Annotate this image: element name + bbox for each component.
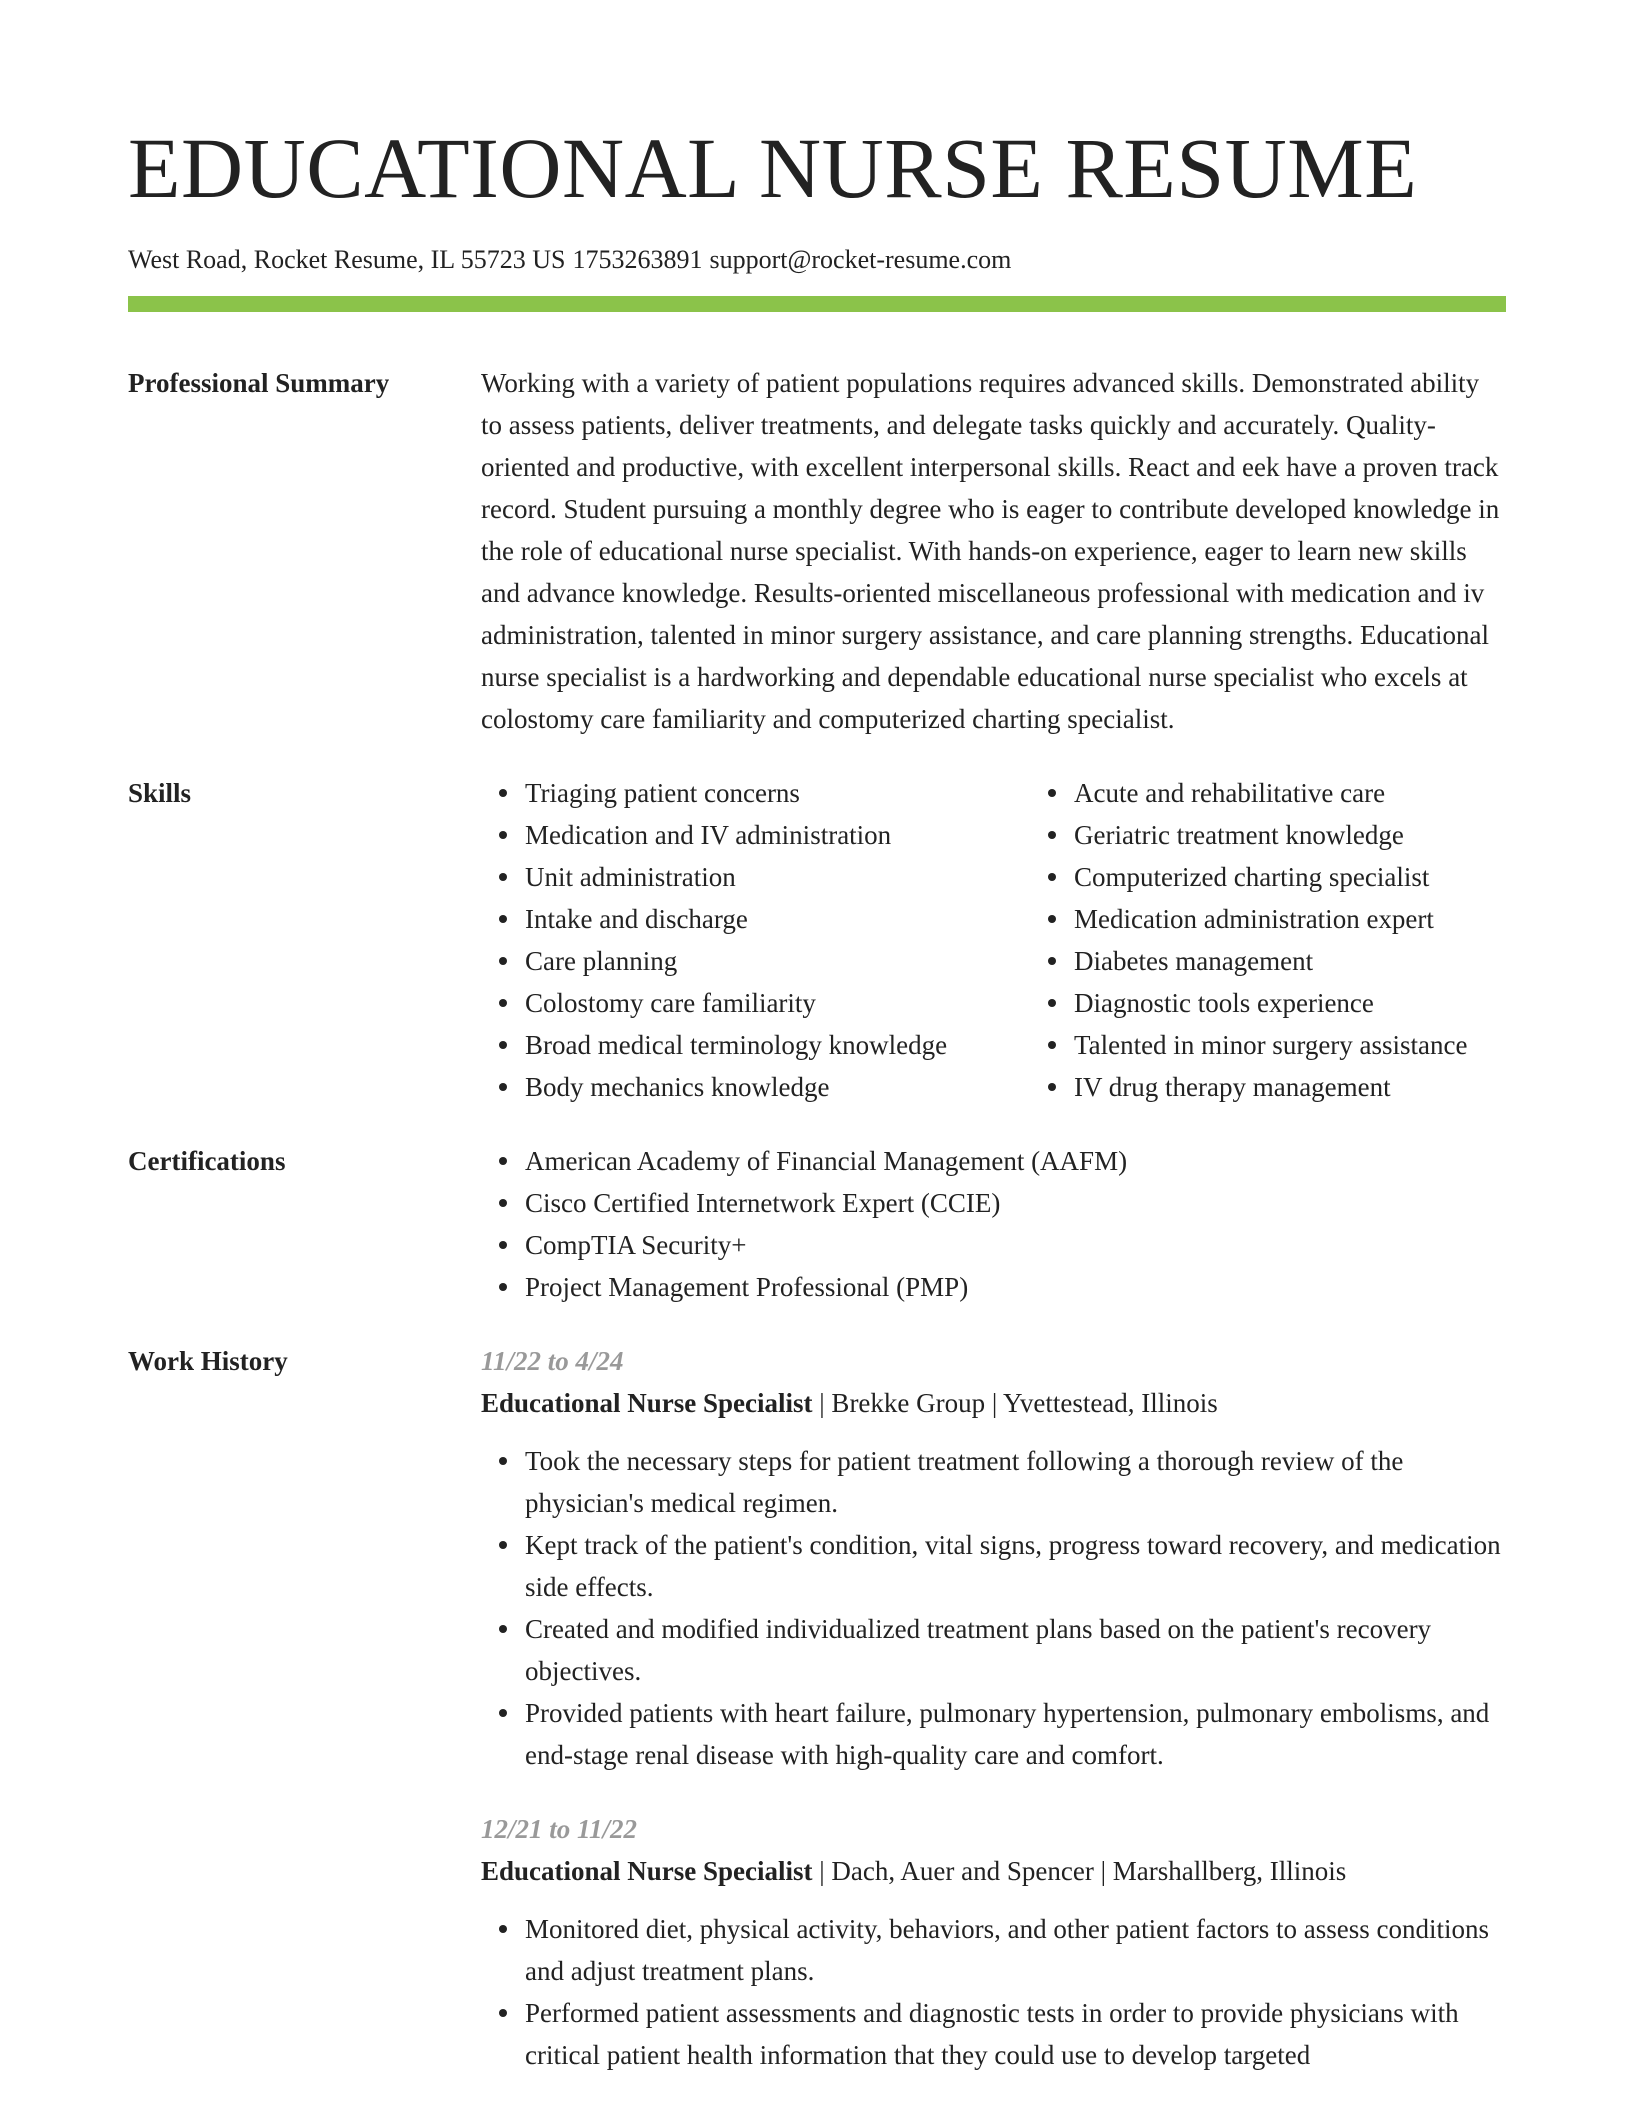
contact-line xyxy=(128,244,1506,276)
skills-grid xyxy=(481,772,1506,1108)
summary-section xyxy=(128,362,1506,740)
job-employer-location: | Dach, Auer and Spencer | Marshallberg, Illinois xyxy=(812,1856,1347,1886)
job-bullet: Created and modified individualized treatment plans based on the patient's recovery objectives. xyxy=(525,1608,1506,1692)
skills-list-right xyxy=(1030,772,1506,1108)
job-entry xyxy=(481,1340,1506,1776)
skill-item: Talented in minor surgery assistance xyxy=(1074,1024,1506,1066)
skill-item: Unit administration xyxy=(525,856,1030,898)
contact-email: support@rocket-resume.com xyxy=(709,245,1012,274)
skill-item: Body mechanics knowledge xyxy=(525,1066,1030,1108)
summary-text: Working with a variety of patient populations requires advanced skills. Demonstrated ability to assess patients, deliver treatments, and delegate tasks quickly and accurately. Quality-oriented and productive, with excellent interpersonal skills. React and eek have a proven track record. Student pursuing a monthly degree who is eager to contribute developed knowledge in the role of educational nurse specialist. With hands-on experience, eager to learn new skills and advance knowledge. Results-oriented miscellaneous professional with medication and iv administration, talented in minor surgery assistance, and care planning strengths. Educational nurse specialist is a hardworking and dependable educational nurse specialist who excels at colostomy care familiarity and computerized charting specialist. xyxy=(481,368,1500,734)
contact-phone: 1753263891 xyxy=(572,245,703,274)
skill-item: Diabetes management xyxy=(1074,940,1506,982)
job-bullet: Provided patients with heart failure, pulmonary hypertension, pulmonary embolisms, and end-stage renal disease with high-quality care and comfort. xyxy=(525,1692,1506,1776)
job-entry xyxy=(481,1808,1506,2076)
job-bullets xyxy=(481,1908,1506,2076)
skill-item: Care planning xyxy=(525,940,1030,982)
contact-address: West Road, Rocket Resume, IL 55723 US xyxy=(128,245,566,274)
work-history-section xyxy=(128,1340,1506,2076)
skill-item: Intake and discharge xyxy=(525,898,1030,940)
skill-item: Triaging patient concerns xyxy=(525,772,1030,814)
skill-item: Geriatric treatment knowledge xyxy=(1074,814,1506,856)
skills-list-left xyxy=(481,772,1030,1108)
certification-item: Cisco Certified Internetwork Expert (CCIE) xyxy=(525,1182,1506,1224)
resume-title: EDUCATIONAL NURSE RESUME xyxy=(128,120,1418,216)
job-title-line xyxy=(481,1382,1506,1424)
skills-heading: Skills xyxy=(128,778,192,808)
certifications-section xyxy=(128,1140,1506,1308)
job-bullet: Kept track of the patient's condition, vital signs, progress toward recovery, and medication side effects. xyxy=(525,1524,1506,1608)
skill-item: Colostomy care familiarity xyxy=(525,982,1030,1024)
skill-item: Medication administration expert xyxy=(1074,898,1506,940)
accent-divider xyxy=(128,296,1506,312)
certification-item: Project Management Professional (PMP) xyxy=(525,1266,1506,1308)
job-employer-location: | Brekke Group | Yvettestead, Illinois xyxy=(812,1388,1218,1418)
job-bullets xyxy=(481,1440,1506,1776)
certification-item: CompTIA Security+ xyxy=(525,1224,1506,1266)
job-dates: 12/21 to 11/22 xyxy=(481,1814,638,1844)
skill-item: Acute and rehabilitative care xyxy=(1074,772,1506,814)
job-title-line xyxy=(481,1850,1506,1892)
job-title: Educational Nurse Specialist xyxy=(481,1388,813,1418)
skill-item: Diagnostic tools experience xyxy=(1074,982,1506,1024)
skill-item: Broad medical terminology knowledge xyxy=(525,1024,1030,1066)
job-bullet: Performed patient assessments and diagnostic tests in order to provide physicians with critical patient health information that they could use to develop targeted xyxy=(525,1992,1506,2076)
work-history-heading: Work History xyxy=(128,1346,288,1376)
skill-item: Computerized charting specialist xyxy=(1074,856,1506,898)
summary-heading: Professional Summary xyxy=(128,368,390,398)
skill-item: Medication and IV administration xyxy=(525,814,1030,856)
certifications-body xyxy=(481,1140,1506,1308)
job-title: Educational Nurse Specialist xyxy=(481,1856,813,1886)
certifications-heading: Certifications xyxy=(128,1146,286,1176)
certifications-list xyxy=(481,1140,1506,1308)
work-history-body xyxy=(481,1340,1506,2076)
resume-page xyxy=(128,118,1506,2076)
skills-section xyxy=(128,772,1506,1108)
job-dates: 11/22 to 4/24 xyxy=(481,1346,624,1376)
certification-item: American Academy of Financial Management (AAFM) xyxy=(525,1140,1506,1182)
skill-item: IV drug therapy management xyxy=(1074,1066,1506,1108)
job-bullet: Monitored diet, physical activity, behaviors, and other patient factors to assess conditions and adjust treatment plans. xyxy=(525,1908,1506,1992)
job-bullet: Took the necessary steps for patient treatment following a thorough review of the physician's medical regimen. xyxy=(525,1440,1506,1524)
